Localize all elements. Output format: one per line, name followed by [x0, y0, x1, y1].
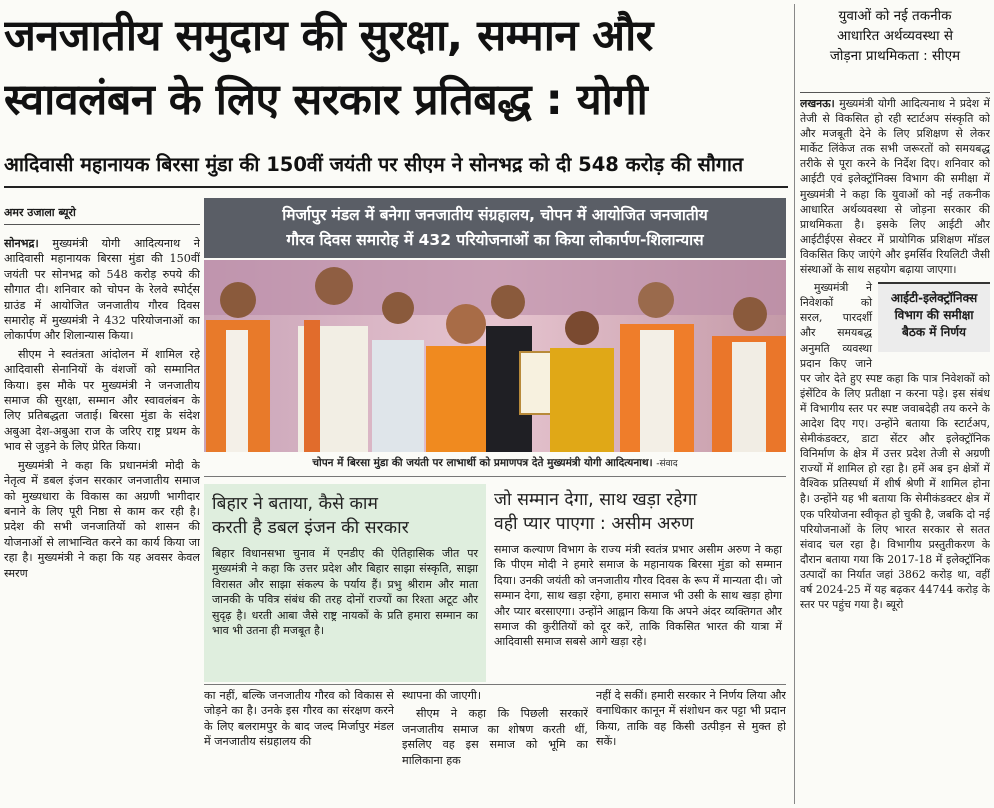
main-story-paragraph: सोनभद्र। मुख्यमंत्री योगी आदित्यनाथ ने आदिवासी महानायक बिरसा मुंडा की 150वीं जयंती पर सोनभद्र को 548 करोड़ रुपये की सौगात दी। शनिवार को चोपन के रेलवे स्पोर्ट्स ग्राउंड में आयोजित जनजातीय गौरव दिवस समारोह में मुख्यमंत्री ने 432 परियोजनाओं का लोकार्पण और शिलान्यास किया।	[4, 236, 200, 343]
side-story-paragraph: मुख्यमंत्री ने निवेशकों को सरल, पारदर्शी और समयबद्ध अनुमति व्यवस्था प्रदान किए जाने पर जोर देते हुए स्पष्ट कहा कि पात्र निवेशकों को इंसेंटिव के लिए प्रतीक्षा न करना पड़े। इस संबंध में विभागीय स्तर पर स्पष्ट जवाबदेही तय करने के आदेश दिए गए। उन्होंने बताया कि स्टार्टअप, सेमीकंडक्टर, डाटा सेंटर और इलेक्ट्रॉनिक विनिर्माण के क्षेत्र में उत्तर प्रदेश तेजी से अग्रणी राज्यों में शामिल हो रहा है। हमें अब इन क्षेत्रों में वैश्विक प्रतिस्पर्धा में शीर्ष श्रेणी में शामिल होना है। उन्होंने यह भी बताया कि सेमीकंडक्टर क्षेत्र में एक परियोजना स्वीकृत हो चुकी है, जबकि दो नई परियोजनाओं के लिए भारत सरकार से सतत संवाद चल रहा है। विभागीय प्रस्तुतीकरण के दौरान बताया गया कि 2017-18 में इलेक्ट्रॉनिक उत्पादों का निर्यात जहां 3862 करोड़ था, वहीं वर्ष 2024-25 में यह बढ़कर 44744 करोड़ के स्तर पर पहुंच गया है। ब्यूरो	[800, 281, 990, 612]
photo-credit: -संवाद	[656, 459, 678, 469]
bihar-sidebar-box	[204, 484, 486, 682]
column-divider	[794, 4, 795, 804]
main-story-paragraph: मुख्यमंत्री ने कहा कि प्रधानमंत्री मोदी के नेतृत्व में डबल इंजन सरकार जनजातीय समाज को मुख्यधारा के विकास का अग्रणी भागीदार बनाने के लिए पूरी निष्ठा से काम कर रही है। प्रदेश की सभी जनजातियों को शासन की योजनाओं से लाभान्वित करने का कार्य किया जा रहा है। मुख्यमंत्री ने कहा कि यह अवसर केवल स्मरण	[4, 458, 200, 580]
photo-banner-line-1: मिर्जापुर मंडल में बनेगा जनजातीय संग्रहालय, चोपन में आयोजित जनजातीय	[282, 206, 708, 224]
photo-banner	[204, 198, 786, 258]
divider	[4, 224, 200, 225]
sammaan-box-heading: जो सम्मान देगा, साथ खड़ा रहेगा वही प्यार पाएगा : असीम अरुण	[494, 490, 697, 534]
headline-line-1: जनजातीय समुदाय की सुरक्षा, सम्मान और	[4, 11, 653, 61]
photo-caption: चोपन में बिरसा मुंडा की जयंती पर लाभार्थी को प्रमाणपत्र देते मुख्यमंत्री योगी आदित्यनाथ। -संवाद	[312, 457, 678, 469]
side-inline-box: आईटी-इलेक्ट्रॉनिक्स विभाग की समीक्षा बैठक में निर्णय	[878, 282, 990, 352]
divider	[4, 186, 788, 188]
main-story-column	[4, 236, 200, 804]
headline	[4, 4, 788, 132]
continuation-column-3: नहीं दे सकीं। हमारी सरकार ने निर्णय लिया और वनाधिकार कानून में संशोधन कर पट्टा भी प्रदान किया, ताकि वह किसी उत्पीड़न से मुक्त हो सकें।	[596, 689, 786, 749]
continuation-column-2: स्थापना की जाएगी। सीएम ने कहा कि पिछली सरकारें जनजातीय समाज का शोषण करती थीं, इसलिए वह इस समाज को भूमि का मालिकाना हक	[402, 689, 588, 767]
divider	[204, 476, 786, 477]
headline-line-2: स्वावलंबन के लिए सरकार प्रतिबद्ध : योगी	[4, 75, 648, 125]
photo-banner-line-2: गौरव दिवस समारोह में 432 परियोजनाओं का किया लोकार्पण-शिलान्यास	[286, 231, 704, 249]
divider	[800, 92, 990, 93]
news-photo	[204, 260, 786, 452]
dateline: सोनभद्र।	[4, 236, 39, 250]
side-story-paragraph: लखनऊ। मुख्यमंत्री योगी आदित्यनाथ ने प्रदेश में तेजी से विकसित हो रही स्टार्टअप संस्कृति को और मजबूती देने के लिए प्रशिक्षण से लेकर मार्केट लिंकेज तक सभी जरूरतों को समयबद्ध तरीके से पूरा करने के निर्देश दिए। शनिवार को आईटी एवं इलेक्ट्रॉनिक्स विभाग की समीक्षा में मुख्यमंत्री ने कहा कि युवाओं को नई तकनीक आधारित अर्थव्यवस्था से जोड़ना सरकार की प्राथमिकता है। इसके लिए आईटी और आईटीईएस सेक्टर में प्रायोगिक प्रशिक्षण मॉडल विकसित किए जाएंगे और इमर्सिव रियलिटी जैसी संस्थाओं के साथ सहयोग बढ़ाया जाएगा।	[800, 97, 990, 277]
main-story-paragraph: सीएम ने स्वतंत्रता आंदोलन में शामिल रहे आदिवासी सेनानियों के वंशजों को सम्मानित किया। इस मौके पर मुख्यमंत्री ने जनजातीय समाज की सुरक्षा, सम्मान और स्वावलंबन के लिए प्रतिबद्धता जताई। बिरसा मुंडा के संदेश अबुआ देश-अबुआ राज के जरिए राष्ट्र प्रथम के भाव से जुड़ने के लिए प्रेरित किया।	[4, 347, 200, 454]
sammaan-box	[490, 484, 786, 682]
bihar-box-body: बिहार विधानसभा चुनाव में एनडीए की ऐतिहासिक जीत पर मुख्यमंत्री ने कहा कि उत्तर प्रदेश और बिहार साझा संस्कृति, साझा विरासत और साझा संकल्प के पर्याय हैं। प्रभु श्रीराम और माता जानकी के पवित्र संबंध की तरह दोनों राज्यों का रिश्ता अटूट और सुदृढ़ है। धरती आबा जैसे राष्ट्र नायकों के प्रति हमारा सम्मान का भाव भी उतना ही मजबूत है।	[212, 547, 478, 638]
sammaan-box-body: समाज कल्याण विभाग के राज्य मंत्री स्वतंत्र प्रभार असीम अरुण ने कहा कि पीएम मोदी ने हमारे समाज के महानायक बिरसा मुंडा को सम्मान दिया। उनकी जयंती को जनजातीय गौरव दिवस के रूप में मान्यता दी। जो सम्मान देगा, साथ खड़ा रहेगा, हमारा समाज भी उसी के साथ खड़ा होगा और प्यार बरसाएगा। उन्होंने आह्वान किया कि अपने अंदर व्यक्तिगत और समाज की कुरीतियों को दूर करें, ताकि विकसित भारत की यात्रा में आदिवासी समाज सबसे आगे खड़ा रहे।	[494, 543, 782, 649]
continuation-column-1: का नहीं, बल्कि जनजातीय गौरव को विकास से जोड़ने का है। उनके इस गौरव का संरक्षण करने के लिए बलरामपुर के बाद जल्द मिर्जापुर मंडल में जनजातीय संग्रहालय की	[204, 689, 394, 749]
news-photo-illustration	[204, 260, 786, 452]
side-dateline: लखनऊ।	[800, 97, 835, 110]
bihar-box-heading: बिहार ने बताया, कैसे काम करती है डबल इंजन की सरकार	[212, 494, 409, 538]
side-story-column	[800, 96, 990, 806]
side-story-heading: युवाओं को नई तकनीक आधारित अर्थव्यवस्था से जोड़ना प्राथमिकता : सीएम	[829, 8, 961, 64]
byline: अमर उजाला ब्यूरो	[4, 206, 76, 219]
subheadline: आदिवासी महानायक बिरसा मुंडा की 150वीं जयंती पर सीएम ने सोनभद्र को दी 548 करोड़ की सौगात	[4, 153, 744, 176]
divider	[204, 684, 786, 685]
